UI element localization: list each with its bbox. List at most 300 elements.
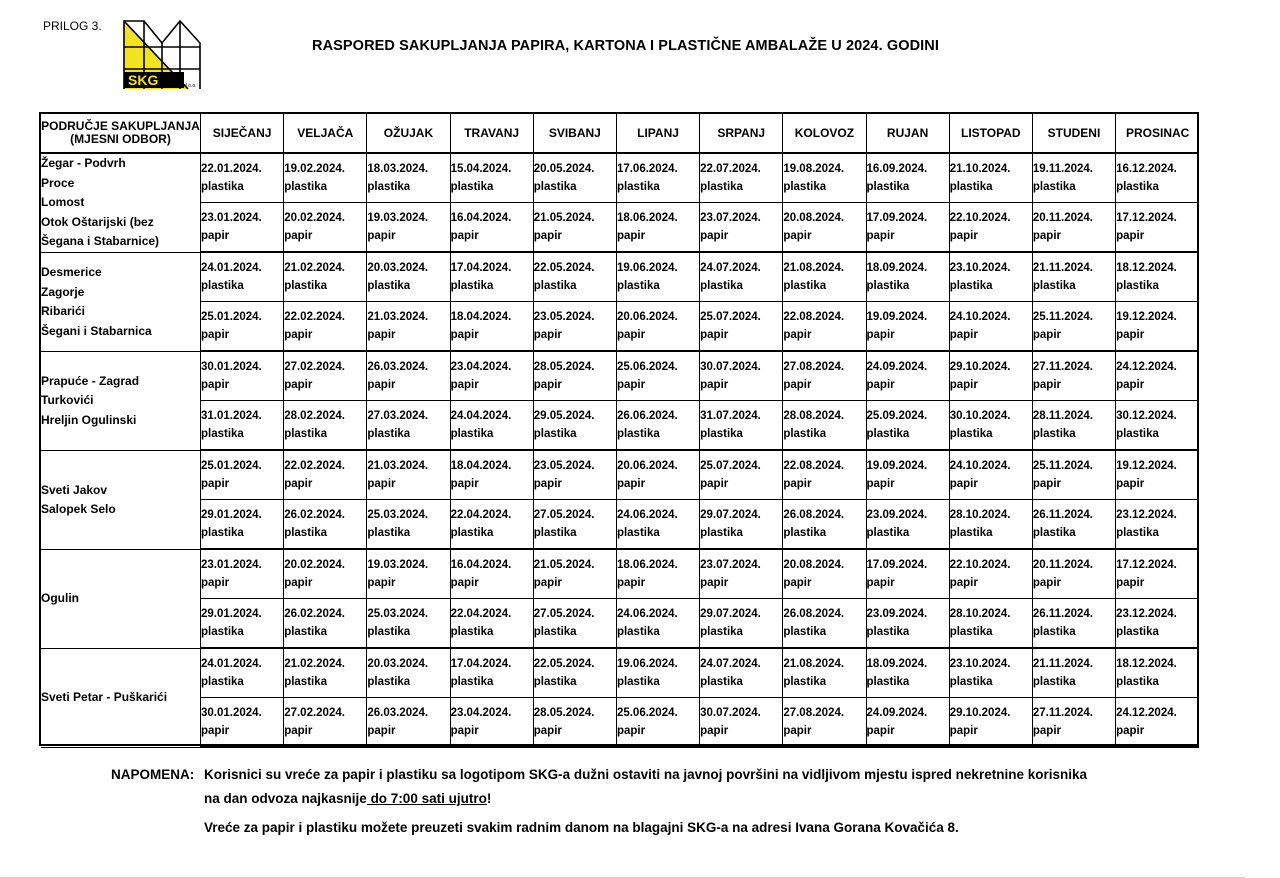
collection-date-cell	[284, 451, 367, 500]
waste-type: papir	[783, 230, 812, 242]
collection-date: 30.01.2024.	[201, 707, 262, 719]
collection-date: 30.07.2024.	[700, 361, 761, 373]
collection-date: 24.12.2024.	[1116, 707, 1177, 719]
waste-type: plastika	[783, 676, 827, 688]
area-name: Šegani i Stabarnica	[41, 323, 152, 338]
skg-logo	[122, 17, 202, 91]
collection-date-cell	[451, 649, 534, 698]
collection-date: 25.06.2024.	[616, 707, 678, 719]
collection-date-cell	[700, 154, 783, 203]
collection-date-cell	[201, 500, 284, 550]
collection-date: 20.06.2024.	[616, 311, 678, 323]
collection-date-cell	[783, 203, 866, 253]
waste-type: plastika	[783, 181, 827, 193]
waste-type: papir	[1032, 379, 1061, 391]
collection-date: 20.06.2024.	[616, 460, 678, 472]
collection-date: 20.08.2024.	[783, 212, 845, 224]
collection-date: 22.08.2024.	[783, 311, 845, 323]
collection-date: 24.04.2024.	[450, 410, 512, 422]
schedule-row	[41, 401, 1199, 451]
collection-date: 29.07.2024.	[700, 608, 761, 620]
collection-date: 25.09.2024.	[866, 410, 928, 422]
schedule-row	[41, 154, 1199, 203]
collection-date: 27.08.2024.	[783, 361, 845, 373]
area-name: Hreljin Ogulinski	[41, 412, 137, 427]
waste-type: papir	[700, 478, 729, 490]
waste-type: papir	[949, 379, 978, 391]
month-header: LIPANJ	[617, 114, 700, 154]
collection-date: 23.07.2024.	[700, 559, 761, 571]
waste-type: plastika	[450, 280, 494, 292]
collection-date: 27.03.2024.	[367, 410, 429, 422]
area-header-line: (MJESNI ODBOR)	[70, 132, 171, 146]
collection-date-cell	[534, 550, 617, 599]
schedule-row	[41, 302, 1199, 352]
svg-text:SKG: SKG	[128, 72, 159, 88]
waste-type: plastika	[367, 626, 411, 638]
collection-date-cell	[617, 253, 700, 302]
collection-date: 17.04.2024.	[450, 658, 512, 670]
collection-date-cell	[451, 451, 534, 500]
collection-date-cell	[534, 451, 617, 500]
collection-date-cell	[201, 401, 284, 451]
waste-type: papir	[866, 725, 895, 737]
area-name: Ogulin	[41, 591, 79, 606]
collection-date: 29.05.2024.	[533, 410, 595, 422]
waste-type: papir	[616, 725, 646, 737]
collection-date-cell	[201, 352, 284, 401]
waste-type: plastika	[201, 181, 244, 193]
collection-date-cell	[1116, 599, 1199, 649]
collection-date-cell	[367, 203, 450, 253]
collection-date-cell	[451, 599, 534, 649]
waste-type: papir	[450, 379, 479, 391]
waste-type: plastika	[1116, 280, 1159, 292]
waste-type: papir	[949, 577, 978, 589]
collection-date-cell	[1116, 253, 1199, 302]
schedule-table	[39, 112, 1199, 746]
month-header: STUDENI	[1033, 114, 1116, 154]
collection-date: 22.10.2024.	[949, 559, 1011, 571]
collection-date: 21.11.2024.	[1032, 658, 1093, 670]
collection-date-cell	[950, 154, 1033, 203]
waste-type: papir	[450, 725, 479, 737]
collection-date-cell	[534, 253, 617, 302]
waste-type: papir	[1032, 725, 1061, 737]
waste-type: papir	[1032, 577, 1061, 589]
collection-date: 22.02.2024.	[284, 460, 345, 472]
collection-date-cell	[1033, 401, 1116, 451]
collection-date-cell	[867, 302, 950, 352]
collection-date: 23.09.2024.	[866, 608, 928, 620]
collection-date-cell	[700, 698, 783, 748]
waste-type: papir	[284, 230, 313, 242]
collection-date-cell	[201, 599, 284, 649]
collection-date: 19.12.2024.	[1116, 460, 1177, 472]
waste-type: papir	[284, 725, 313, 737]
collection-date-cell	[950, 352, 1033, 401]
collection-date: 26.11.2024.	[1032, 509, 1093, 521]
collection-date-cell	[1116, 352, 1199, 401]
collection-date-cell	[1033, 203, 1116, 253]
waste-type: papir	[1116, 725, 1145, 737]
collection-date: 19.09.2024.	[866, 311, 928, 323]
waste-type: plastika	[201, 428, 244, 440]
collection-date: 27.08.2024.	[783, 707, 845, 719]
collection-date: 19.06.2024.	[616, 658, 678, 670]
schedule-row	[41, 500, 1199, 550]
collection-date: 24.01.2024.	[201, 262, 262, 274]
month-header: RUJAN	[867, 114, 950, 154]
collection-date-cell	[284, 649, 367, 698]
note-line-1: Korisnici su vreće za papir i plastiku sa logotipom SKG-a dužni ostaviti na javnoj površini na vidljivom mjestu ispred nekretnine korisnika	[204, 767, 1087, 782]
collection-date-cell	[783, 154, 866, 203]
waste-type: papir	[783, 478, 812, 490]
collection-date-cell	[284, 550, 367, 599]
collection-date: 28.02.2024.	[284, 410, 345, 422]
waste-type: papir	[450, 329, 479, 341]
waste-type: plastika	[866, 280, 910, 292]
area-name: Ribarići	[41, 304, 86, 318]
waste-type: papir	[284, 379, 313, 391]
collection-date-cell	[617, 352, 700, 401]
collection-date: 19.02.2024.	[284, 163, 345, 175]
month-header: PROSINAC	[1116, 114, 1199, 154]
area-name: Sveti Petar - Puškarići	[41, 690, 168, 705]
collection-date: 18.09.2024.	[866, 658, 928, 670]
collection-date: 27.02.2024.	[284, 361, 345, 373]
collection-date: 25.03.2024.	[367, 608, 429, 620]
collection-date-cell	[284, 599, 367, 649]
collection-date: 19.03.2024.	[367, 559, 429, 571]
waste-type: papir	[1032, 230, 1061, 242]
waste-type: papir	[367, 230, 396, 242]
waste-type: plastika	[700, 181, 743, 193]
collection-date-cell	[867, 649, 950, 698]
collection-date: 22.10.2024.	[949, 212, 1011, 224]
collection-date-cell	[700, 599, 783, 649]
collection-date-cell	[284, 203, 367, 253]
area-cell	[41, 550, 201, 649]
collection-date: 21.08.2024.	[783, 658, 845, 670]
waste-type: papir	[866, 478, 895, 490]
waste-type: papir	[866, 230, 895, 242]
collection-date-cell	[284, 352, 367, 401]
month-header: LISTOPAD	[950, 114, 1033, 154]
waste-type: plastika	[284, 181, 328, 193]
collection-date-cell	[451, 352, 534, 401]
waste-type: plastika	[1116, 181, 1159, 193]
collection-date-cell	[451, 698, 534, 748]
collection-date-cell	[201, 253, 284, 302]
collection-date: 22.07.2024.	[700, 163, 761, 175]
collection-date-cell	[1033, 451, 1116, 500]
collection-date-cell	[617, 154, 700, 203]
collection-date: 24.09.2024.	[866, 361, 928, 373]
waste-type: papir	[201, 230, 230, 242]
waste-type: plastika	[1032, 181, 1076, 193]
waste-type: plastika	[783, 280, 827, 292]
collection-date: 25.03.2024.	[367, 509, 429, 521]
waste-type: papir	[367, 725, 396, 737]
collection-date-cell	[950, 302, 1033, 352]
waste-type: plastika	[949, 181, 993, 193]
collection-date: 23.04.2024.	[450, 707, 512, 719]
waste-type: plastika	[367, 280, 411, 292]
collection-date-cell	[367, 451, 450, 500]
collection-date: 21.05.2024.	[533, 212, 595, 224]
collection-date-cell	[451, 203, 534, 253]
collection-date: 18.06.2024.	[616, 212, 678, 224]
collection-date: 24.12.2024.	[1116, 361, 1177, 373]
collection-date-cell	[1116, 649, 1199, 698]
area-name: Zagorje	[41, 284, 85, 299]
waste-type: papir	[949, 329, 978, 341]
collection-date-cell	[867, 451, 950, 500]
collection-date: 23.04.2024.	[450, 361, 512, 373]
collection-date: 23.05.2024.	[533, 460, 595, 472]
collection-date-cell	[617, 698, 700, 748]
waste-type: papir	[700, 329, 729, 341]
month-header: SVIBANJ	[534, 114, 617, 154]
collection-date-cell	[617, 401, 700, 451]
waste-type: papir	[533, 379, 562, 391]
waste-type: plastika	[1032, 428, 1076, 440]
collection-date: 27.02.2024.	[284, 707, 345, 719]
collection-date-cell	[534, 500, 617, 550]
collection-date: 25.01.2024.	[201, 460, 262, 472]
collection-date: 28.10.2024.	[949, 509, 1011, 521]
collection-date-cell	[867, 698, 950, 748]
waste-type: plastika	[450, 626, 494, 638]
collection-date: 22.04.2024.	[450, 608, 512, 620]
collection-date: 17.04.2024.	[450, 262, 512, 274]
collection-date-cell	[284, 302, 367, 352]
waste-type: plastika	[284, 626, 328, 638]
collection-date-cell	[867, 154, 950, 203]
waste-type: papir	[450, 577, 479, 589]
waste-type: plastika	[616, 280, 660, 292]
collection-date: 22.05.2024.	[533, 658, 595, 670]
waste-type: plastika	[616, 676, 660, 688]
waste-type: papir	[783, 577, 812, 589]
waste-type: plastika	[367, 181, 411, 193]
collection-date-cell	[534, 698, 617, 748]
collection-date-cell	[783, 698, 866, 748]
waste-type: plastika	[949, 527, 993, 539]
collection-date: 20.08.2024.	[783, 559, 845, 571]
waste-type: plastika	[949, 280, 993, 292]
schedule-row	[41, 253, 1199, 302]
collection-date-cell	[1116, 698, 1199, 748]
collection-date-cell	[367, 154, 450, 203]
schedule-row	[41, 599, 1199, 649]
collection-date: 23.01.2024.	[201, 212, 262, 224]
collection-date: 30.10.2024.	[949, 410, 1011, 422]
waste-type: plastika	[949, 626, 993, 638]
collection-date: 19.08.2024.	[783, 163, 845, 175]
collection-date: 27.05.2024.	[533, 509, 595, 521]
collection-date-cell	[783, 451, 866, 500]
waste-type: plastika	[284, 428, 328, 440]
collection-date: 23.12.2024.	[1116, 509, 1177, 521]
collection-date: 26.03.2024.	[367, 361, 429, 373]
area-cell	[41, 253, 201, 352]
collection-date-cell	[700, 302, 783, 352]
collection-date-cell	[367, 352, 450, 401]
collection-date-cell	[1116, 302, 1199, 352]
area-name: Šegana i Stabarnice)	[41, 234, 160, 249]
collection-date-cell	[284, 698, 367, 748]
collection-date-cell	[534, 401, 617, 451]
collection-date: 24.10.2024.	[949, 311, 1011, 323]
collection-date-cell	[617, 599, 700, 649]
collection-date: 18.04.2024.	[450, 460, 512, 472]
collection-date: 29.10.2024.	[949, 361, 1011, 373]
collection-date: 25.11.2024.	[1032, 460, 1093, 472]
waste-type: papir	[783, 379, 812, 391]
collection-date-cell	[867, 203, 950, 253]
collection-date-cell	[950, 550, 1033, 599]
waste-type: plastika	[700, 626, 743, 638]
collection-date: 21.11.2024.	[1032, 262, 1093, 274]
collection-date-cell	[617, 203, 700, 253]
collection-date: 17.12.2024.	[1116, 559, 1177, 571]
collection-date-cell	[367, 302, 450, 352]
collection-date-cell	[534, 649, 617, 698]
collection-date-cell	[451, 154, 534, 203]
waste-type: plastika	[783, 428, 827, 440]
waste-type: papir	[1032, 478, 1061, 490]
waste-type: papir	[1116, 379, 1145, 391]
collection-date: 27.11.2024.	[1032, 707, 1093, 719]
waste-type: plastika	[450, 428, 494, 440]
waste-type: papir	[284, 329, 313, 341]
collection-date-cell	[367, 253, 450, 302]
collection-date: 23.09.2024.	[866, 509, 928, 521]
collection-date: 19.11.2024.	[1032, 163, 1093, 175]
collection-date-cell	[783, 550, 866, 599]
collection-date-cell	[950, 451, 1033, 500]
collection-date: 20.03.2024.	[367, 658, 429, 670]
collection-date: 20.03.2024.	[367, 262, 429, 274]
collection-date-cell	[867, 253, 950, 302]
collection-date-cell	[950, 401, 1033, 451]
waste-type: plastika	[450, 181, 494, 193]
waste-type: plastika	[284, 527, 328, 539]
waste-type: plastika	[616, 181, 660, 193]
collection-date: 17.09.2024.	[866, 212, 928, 224]
waste-type: papir	[616, 379, 646, 391]
waste-type: papir	[949, 230, 978, 242]
collection-date-cell	[1116, 401, 1199, 451]
collection-date: 19.03.2024.	[367, 212, 429, 224]
collection-date-cell	[1033, 352, 1116, 401]
waste-type: plastika	[616, 527, 660, 539]
waste-type: plastika	[533, 676, 577, 688]
waste-type: papir	[1116, 577, 1145, 589]
waste-type: papir	[783, 329, 812, 341]
collection-date: 21.03.2024.	[367, 460, 429, 472]
collection-date: 25.01.2024.	[201, 311, 262, 323]
waste-type: papir	[201, 379, 230, 391]
collection-date: 23.05.2024.	[533, 311, 595, 323]
schedule-row	[41, 698, 1199, 748]
collection-date: 24.09.2024.	[866, 707, 928, 719]
area-name: Turkovići	[41, 393, 94, 408]
waste-type: papir	[866, 577, 895, 589]
collection-date: 20.11.2024.	[1032, 212, 1093, 224]
collection-date-cell	[451, 550, 534, 599]
note-line-2-start: na dan odvoza najkasnije	[204, 791, 367, 806]
collection-date: 21.08.2024.	[783, 262, 845, 274]
collection-date-cell	[783, 302, 866, 352]
collection-date-cell	[367, 649, 450, 698]
waste-type: plastika	[450, 527, 494, 539]
collection-date: 19.09.2024.	[866, 460, 928, 472]
collection-date-cell	[700, 649, 783, 698]
waste-type: plastika	[367, 676, 411, 688]
collection-date: 21.10.2024.	[949, 163, 1011, 175]
waste-type: plastika	[533, 181, 577, 193]
waste-type: papir	[450, 230, 479, 242]
collection-date-cell	[201, 451, 284, 500]
month-header: TRAVANJ	[451, 114, 534, 154]
collection-date-cell	[783, 253, 866, 302]
collection-date: 17.12.2024.	[1116, 212, 1177, 224]
waste-type: plastika	[783, 626, 827, 638]
collection-date-cell	[867, 401, 950, 451]
collection-date: 26.06.2024.	[616, 410, 678, 422]
waste-type: papir	[284, 577, 313, 589]
header-row	[41, 114, 1199, 154]
area-name: Desmerice	[41, 265, 102, 279]
waste-type: papir	[201, 478, 230, 490]
collection-date-cell	[950, 253, 1033, 302]
waste-type: plastika	[866, 676, 910, 688]
month-header: SRPANJ	[700, 114, 783, 154]
waste-type: papir	[201, 577, 230, 589]
area-name: Salopek Selo	[41, 502, 116, 516]
collection-date: 29.10.2024.	[949, 707, 1011, 719]
area-name: Prapuće - Zagrad	[41, 373, 140, 388]
area-cell	[41, 451, 201, 550]
collection-date-cell	[451, 302, 534, 352]
collection-date-cell	[367, 599, 450, 649]
waste-type: plastika	[866, 428, 910, 440]
collection-date-cell	[1033, 550, 1116, 599]
collection-date-cell	[367, 500, 450, 550]
collection-date: 18.12.2024.	[1116, 658, 1177, 670]
waste-type: plastika	[783, 527, 827, 539]
collection-date: 26.02.2024.	[284, 608, 345, 620]
area-cell	[41, 352, 201, 451]
collection-date-cell	[1033, 302, 1116, 352]
month-header: OŽUJAK	[367, 114, 450, 154]
waste-type: plastika	[866, 181, 910, 193]
collection-date-cell	[700, 451, 783, 500]
collection-date: 21.03.2024.	[367, 311, 429, 323]
schedule-row	[41, 352, 1199, 401]
collection-date-cell	[367, 401, 450, 451]
collection-date-cell	[451, 401, 534, 451]
waste-type: papir	[616, 577, 646, 589]
collection-date: 20.05.2024.	[533, 163, 595, 175]
collection-date: 22.05.2024.	[533, 262, 595, 274]
collection-date-cell	[1116, 550, 1199, 599]
annex-label: PRILOG 3.	[43, 19, 102, 33]
note-line-2-end: !	[486, 791, 492, 806]
